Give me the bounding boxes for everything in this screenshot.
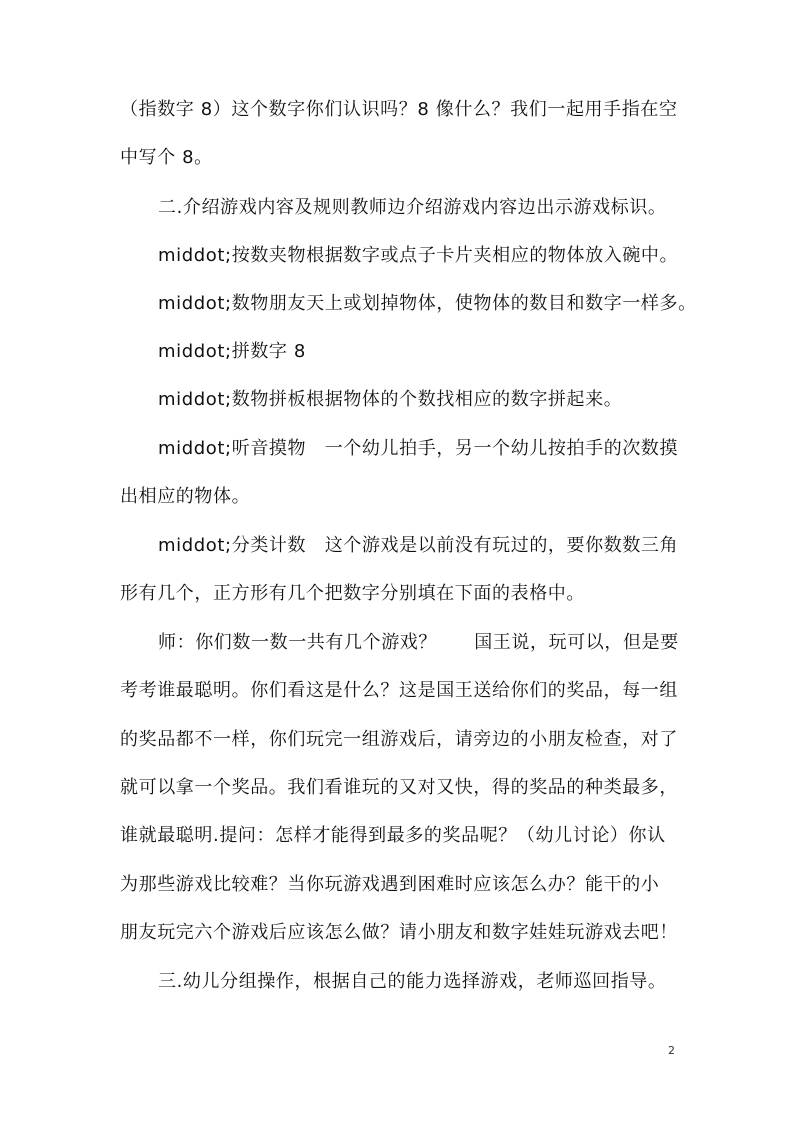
text-line: 形有几个，正方形有几个把数字分别填在下面的表格中。 [120, 583, 585, 604]
text-line: 考考谁最聪明。你们看这是什么？这是国王送给你们的奖品，每一组 [120, 680, 678, 701]
text-line: 为那些游戏比较难？当你玩游戏遇到困难时应该怎么办？能干的小 [120, 874, 660, 895]
text-line: 出相应的物体。 [120, 486, 251, 507]
paragraph-start: 师：你们数一数一共有几个游戏？ 国王说，玩可以，但是要 [158, 632, 679, 653]
text-line: 谁就最聪明.提问：怎样才能得到最多的奖品呢？（幼儿讨论）你认 [120, 825, 666, 846]
section-heading: 二.介绍游戏内容及规则教师边介绍游戏内容边出示游戏标识。 [158, 197, 667, 218]
list-item: middot;听音摸物 一个幼儿拍手，另一个幼儿按拍手的次数摸 [158, 438, 679, 459]
list-item: middot;数物朋友天上或划掉物体，使物体的数目和数字一样多。 [158, 293, 697, 314]
text-line: 的奖品都不一样，你们玩完一组游戏后，请旁边的小朋友检查，对了 [120, 729, 678, 750]
text-line: 中写个 8。 [120, 147, 213, 168]
list-item: middot;分类计数 这个游戏是以前没有玩过的，要你数数三角 [158, 535, 679, 556]
text-line: 朋友玩完六个游戏后应该怎么做？请小朋友和数字娃娃玩游戏去吧！ [120, 922, 678, 943]
section-heading: 三.幼儿分组操作，根据自己的能力选择游戏，老师巡回指导。 [158, 971, 667, 992]
page-number: 2 [668, 1044, 675, 1057]
list-item: middot;数物拼板根据物体的个数找相应的数字拼起来。 [158, 389, 623, 410]
text-line: （指数字 8）这个数字你们认识吗？8 像什么？我们一起用手指在空 [120, 99, 678, 120]
list-item: middot;拼数字 8 [158, 341, 306, 362]
text-line: 就可以拿一个奖品。我们看谁玩的又对又快，得的奖品的种类最多， [120, 777, 678, 798]
list-item: middot;按数夹物根据数字或点子卡片夹相应的物体放入碗中。 [158, 245, 679, 266]
